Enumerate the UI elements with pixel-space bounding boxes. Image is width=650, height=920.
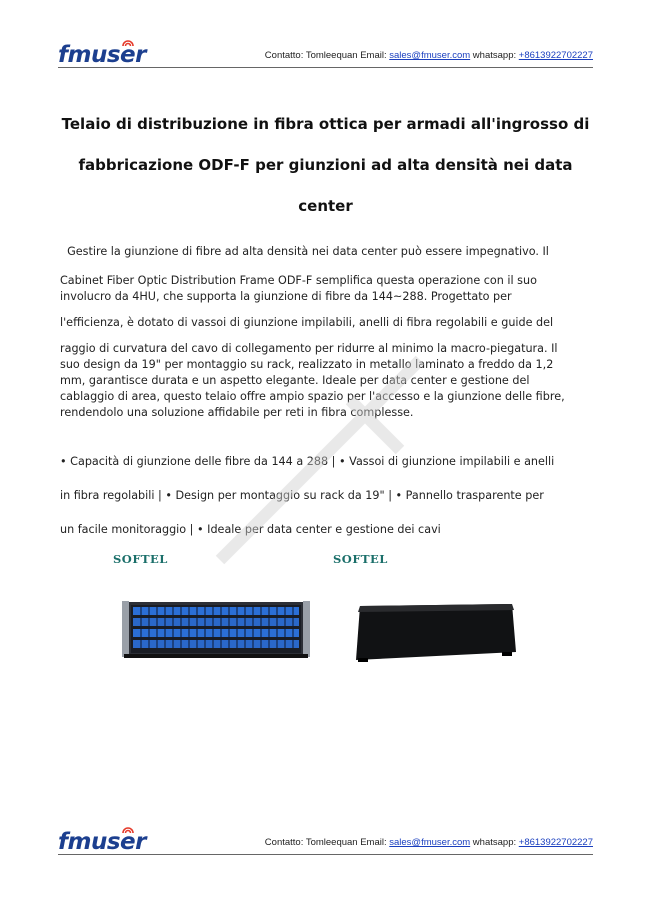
contact-label: Contatto: Tomleequan Email: (264, 837, 390, 848)
whatsapp-link[interactable]: +8613922702227 (518, 837, 593, 848)
feature-line: in fibra regolabili | • Design per montaggio su rack da 19" | • Pannello trasparente per (60, 489, 544, 502)
odf-open-chassis-image (122, 598, 310, 660)
feature-line: un facile monitoraggio | • Ideale per data center e gestione dei cavi (60, 523, 441, 536)
signal-waves-icon (120, 36, 136, 48)
body-line: mm, garantisce durata e un aspetto elegante. Ideale per data center e gestione del (60, 374, 530, 387)
body-line: l'efficienza, è dotato di vassoi di giunzione impilabili, anelli di fibra regolabili e guide del (60, 316, 554, 329)
whatsapp-label: whatsapp: (470, 837, 519, 848)
title-line: fabbricazione ODF-F per giunzioni ad alta densità nei data (78, 156, 573, 174)
page-title (58, 104, 593, 227)
body-line: raggio di curvatura del cavo di collegamento per ridurre al minimo la macro-piegatura. Il (60, 342, 558, 355)
odf-closed-chassis-image (352, 600, 518, 666)
footer-divider (58, 854, 593, 855)
body-line: cablaggio di area, questo telaio offre ampio spazio per l'accesso e la giunzione delle fibre, (60, 390, 565, 403)
body-line: rendendolo una soluzione affidabile per reti in fibra complesse. (60, 406, 414, 419)
page-footer (58, 825, 593, 855)
brand-label: SOFTEL (333, 552, 388, 566)
whatsapp-link[interactable]: +8613922702227 (518, 50, 593, 61)
fmuser-logo[interactable]: fmuser (58, 829, 146, 855)
body-line: involucro da 4HU, che supporta la giunzione di fibre da 144~288. Progettato per (60, 290, 512, 303)
footer-contact (265, 837, 593, 848)
whatsapp-label: whatsapp: (470, 50, 519, 61)
body-line: Gestire la giunzione di fibre ad alta densità nei data center può essere impegnativo. Il (60, 245, 549, 258)
body-paragraph (60, 245, 593, 419)
fmuser-logo[interactable]: fmuser (58, 42, 146, 68)
header-divider (58, 67, 593, 68)
feature-list (60, 453, 593, 555)
brand-label: SOFTEL (113, 552, 168, 566)
header-contact (265, 50, 593, 61)
feature-line: • Capacità di giunzione delle fibre da 144 a 288 | • Vassoi di giunzione impilabili e anelli (60, 455, 555, 468)
signal-waves-icon (120, 823, 136, 835)
body-line: suo design da 19" per montaggio su rack, realizzato in metallo laminato a freddo da 1,2 (60, 358, 554, 371)
body-line: Cabinet Fiber Optic Distribution Frame ODF-F semplifica questa operazione con il suo (60, 274, 537, 287)
page-header (58, 38, 593, 68)
title-line: Telaio di distribuzione in fibra ottica per armadi all'ingrosso di (61, 115, 590, 133)
title-line: center (298, 197, 353, 215)
contact-label: Contatto: Tomleequan Email: (264, 50, 390, 61)
email-link[interactable]: sales@fmuser.com (389, 837, 471, 848)
email-link[interactable]: sales@fmuser.com (389, 50, 471, 61)
